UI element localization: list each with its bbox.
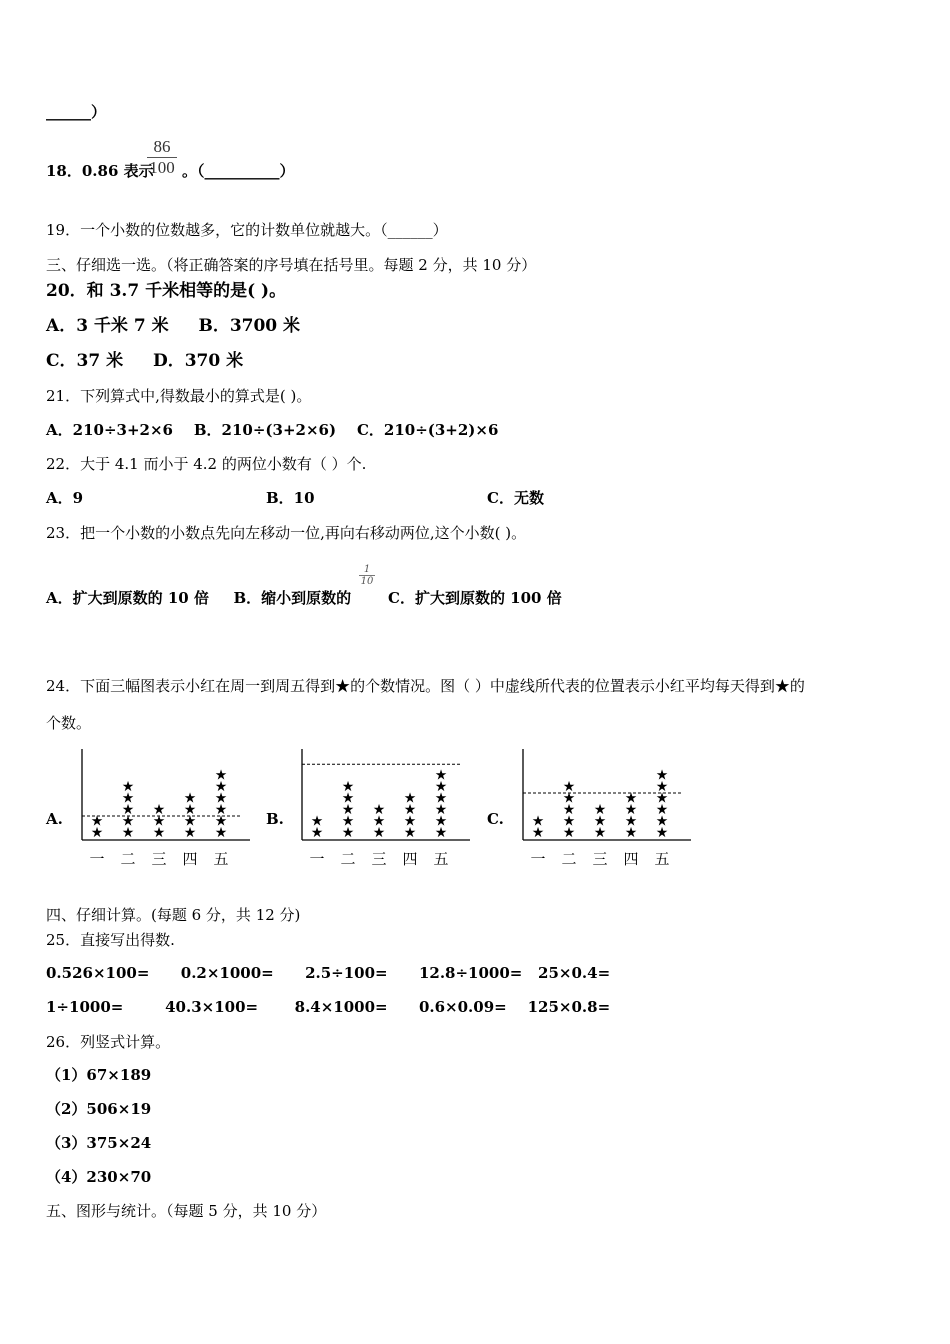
q22-stem: 22．大于 4.1 而小于 4.2 的两位小数有（ ）个.: [46, 455, 367, 473]
x-tick-label: 五: [213, 850, 229, 868]
star-mark: ★: [121, 779, 135, 795]
star-mark: ★: [624, 825, 638, 841]
q20-option-a: A．3 千米 7 米: [46, 316, 169, 336]
star-mark: ★: [593, 813, 607, 830]
star-mark: ★: [183, 813, 197, 830]
x-tick-label: 四: [623, 850, 639, 868]
star-mark: ★: [152, 802, 166, 818]
q23-option-a: A．扩大到原数的 10 倍: [46, 589, 209, 607]
star-mark: ★: [214, 767, 228, 784]
q23-frac-num: 1: [363, 564, 371, 575]
star-mark: ★: [562, 825, 576, 841]
star-mark: ★: [434, 790, 448, 807]
star-mark: ★: [434, 802, 448, 818]
q20-options-cd: [46, 351, 243, 371]
q26-item: （1）67×189: [46, 1066, 152, 1084]
star-mark: ★: [183, 825, 197, 841]
star-mark: ★: [434, 813, 448, 830]
x-tick-label: 五: [433, 850, 449, 868]
q25-row-2: 1÷1000= 40.3×100= 8.4×1000= 0.6×0.09= 125×0.8=: [46, 998, 611, 1016]
star-mark: ★: [531, 813, 545, 830]
q26-item: （3）375×24: [46, 1134, 152, 1152]
q25-row-1: 0.526×100= 0.2×1000= 2.5÷100= 12.8÷1000= 25×0.4=: [46, 964, 611, 982]
section5-heading: 五、图形与统计。（每题 5 分，共 10 分）: [46, 1202, 327, 1220]
x-tick-label: 一: [530, 850, 546, 868]
star-mark: ★: [593, 802, 607, 818]
star-mark: ★: [214, 790, 228, 807]
star-mark: ★: [372, 813, 386, 830]
star-mark: ★: [214, 825, 228, 841]
x-tick-label: 三: [371, 850, 387, 868]
star-mark: ★: [403, 802, 417, 818]
star-mark: ★: [655, 825, 669, 841]
q20-option-b: B．3700 米: [198, 316, 301, 336]
q18-suffix: 。（__________）: [182, 162, 295, 180]
q20-stem: 20．和 3.7 千米相等的是( )。: [46, 281, 287, 301]
q18-denominator: 100: [147, 157, 177, 178]
star-mark: ★: [121, 813, 135, 830]
star-mark: ★: [403, 790, 417, 807]
star-mark: ★: [341, 802, 355, 818]
star-mark: ★: [562, 813, 576, 830]
star-mark: ★: [562, 790, 576, 807]
star-mark: ★: [90, 813, 104, 830]
star-mark: ★: [214, 779, 228, 795]
star-mark: ★: [655, 802, 669, 818]
star-mark: ★: [655, 779, 669, 795]
q20-option-c: C．37 米: [46, 351, 124, 371]
q23-options: [46, 589, 351, 607]
q18-prefix: 18．0.86 表示: [46, 162, 154, 180]
q24-stem-2: 个数。: [46, 714, 92, 732]
star-mark: ★: [183, 790, 197, 807]
star-mark: ★: [90, 825, 104, 841]
q25-stem: 25．直接写出得数.: [46, 931, 175, 949]
star-mark: ★: [372, 802, 386, 818]
star-mark: ★: [214, 813, 228, 830]
star-mark: ★: [372, 825, 386, 841]
q26-stem: 26．列竖式计算。: [46, 1033, 171, 1051]
q23-fraction: [359, 564, 375, 587]
star-mark: ★: [341, 813, 355, 830]
star-mark: ★: [121, 802, 135, 818]
star-mark: ★: [310, 825, 324, 841]
chart-c-label: C.: [487, 810, 504, 828]
q23-frac-den: 10: [360, 576, 374, 587]
star-mark: ★: [341, 779, 355, 795]
x-tick-label: 四: [402, 850, 418, 868]
q23-option-c: C．扩大到原数的 100 倍: [388, 589, 562, 607]
star-mark: ★: [121, 825, 135, 841]
star-mark: ★: [624, 813, 638, 830]
star-mark: ★: [434, 767, 448, 784]
section3-heading: 三、仔细选一选。（将正确答案的序号填在括号里。每题 2 分，共 10 分）: [46, 256, 537, 274]
q20-option-d: D．370 米: [152, 351, 244, 371]
star-mark: ★: [341, 825, 355, 841]
x-tick-label: 三: [151, 850, 167, 868]
q22-option-a: A．9: [46, 489, 84, 507]
star-mark: ★: [214, 802, 228, 818]
x-tick-label: 二: [120, 850, 136, 868]
q20-options-ab: [46, 316, 300, 336]
star-mark: ★: [152, 825, 166, 841]
star-mark: ★: [655, 813, 669, 830]
star-mark: ★: [624, 802, 638, 818]
star-mark: ★: [562, 802, 576, 818]
star-mark: ★: [434, 825, 448, 841]
q19: 19．一个小数的位数越多，它的计数单位就越大。（______）: [46, 221, 448, 239]
star-mark: ★: [562, 779, 576, 795]
star-mark: ★: [403, 825, 417, 841]
star-mark: ★: [310, 813, 324, 830]
q22-option-c: C．无数: [487, 489, 544, 507]
q23-stem: 23．把一个小数的小数点先向左移动一位,再向右移动两位,这个小数( )。: [46, 524, 527, 542]
chart-b: [298, 745, 478, 875]
star-mark: ★: [121, 790, 135, 807]
x-tick-label: 二: [340, 850, 356, 868]
q18-numerator: 86: [153, 137, 171, 156]
x-tick-label: 二: [561, 850, 577, 868]
star-mark: ★: [593, 825, 607, 841]
star-mark: ★: [624, 790, 638, 807]
chart-a: [78, 745, 258, 875]
star-mark: ★: [152, 813, 166, 830]
q18: [46, 162, 154, 180]
star-mark: ★: [655, 790, 669, 807]
star-mark: ★: [403, 813, 417, 830]
chart-a-label: A.: [46, 810, 63, 828]
star-mark: ★: [434, 779, 448, 795]
q21-stem: 21．下列算式中,得数最小的算式是( )。: [46, 387, 312, 405]
q18-fraction: [147, 137, 177, 178]
q22-option-b: B．10: [266, 489, 315, 507]
x-tick-label: 一: [89, 850, 105, 868]
x-tick-label: 四: [182, 850, 198, 868]
q24-stem-1: 24．下面三幅图表示小红在周一到周五得到★的个数情况。图（ ）中虚线所代表的位置表示小红平均每天得到★的: [46, 677, 805, 695]
x-tick-label: 一: [309, 850, 325, 868]
section4-heading: 四、仔细计算。(每题 6 分，共 12 分): [46, 906, 301, 924]
x-tick-label: 五: [654, 850, 670, 868]
chart-b-label: B.: [266, 810, 284, 828]
q26-item: （4）230×70: [46, 1168, 152, 1186]
star-mark: ★: [531, 825, 545, 841]
x-tick-label: 三: [592, 850, 608, 868]
q21-options: A．210÷3+2×6 B．210÷(3+2×6) C．210÷(3+2)×6: [46, 421, 499, 439]
star-mark: ★: [341, 790, 355, 807]
chart-c: [519, 745, 699, 875]
q26-item: （2）506×19: [46, 1100, 152, 1118]
q17-tail: ______）: [46, 103, 107, 121]
star-mark: ★: [183, 802, 197, 818]
star-mark: ★: [655, 767, 669, 784]
q23-option-b: B．缩小到原数的: [233, 589, 352, 607]
